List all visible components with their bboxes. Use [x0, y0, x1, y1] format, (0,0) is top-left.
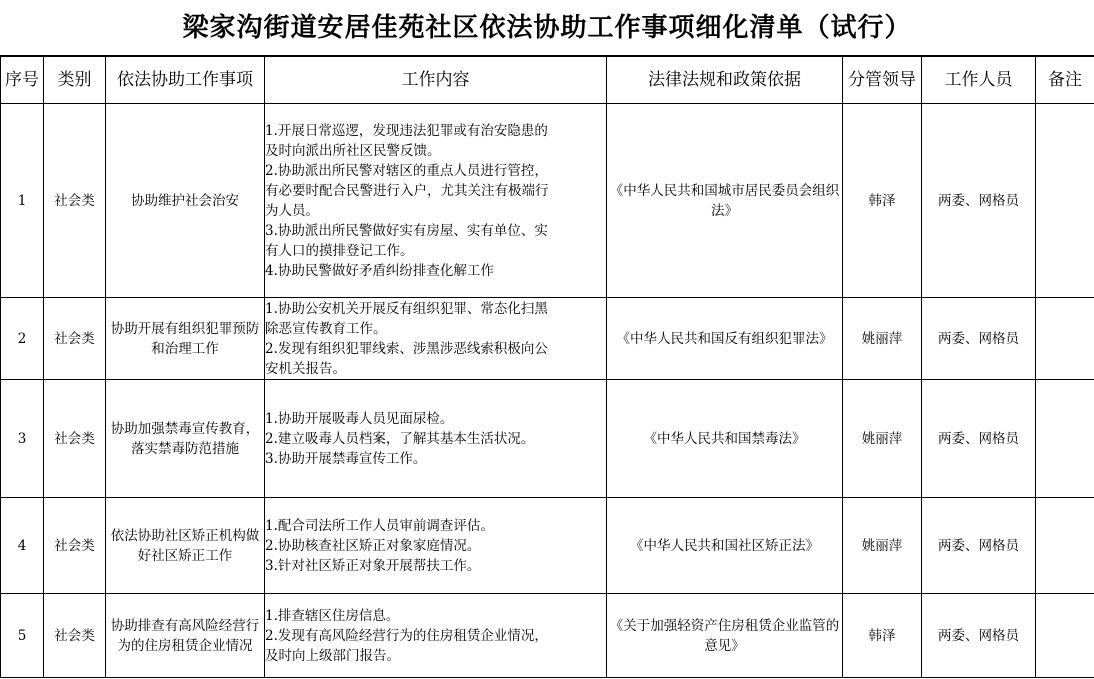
content-line: 2.协助派出所民警对辖区的重点人员进行管控， [265, 162, 548, 179]
cell-remark[interactable] [1036, 104, 1094, 298]
header-content[interactable]: 工作内容 [265, 57, 607, 104]
cell-content[interactable] [265, 298, 607, 380]
cell-staff[interactable]: 两委、网格员 [922, 298, 1036, 380]
cell-leader[interactable]: 韩泽 [843, 104, 922, 298]
header-leader[interactable]: 分管领导 [843, 57, 922, 104]
cell-category[interactable]: 社会类 [44, 298, 106, 380]
cell-no[interactable]: 1 [1, 104, 44, 298]
cell-remark[interactable] [1036, 594, 1094, 678]
cell-item[interactable]: 依法协助社区矫正机构做好社区矫正工作 [106, 498, 265, 594]
content-line: 2.发现有高风险经营行为的住房租赁企业情况， [265, 627, 548, 644]
cell-basis[interactable]: 《中华人民共和国城市居民委员会组织法》 [607, 104, 843, 298]
content-line: 除恶宣传教育工作。 [265, 320, 387, 337]
cell-category[interactable]: 社会类 [44, 498, 106, 594]
table-row [1, 298, 1094, 380]
content-line: 为人员。 [265, 202, 319, 219]
cell-content[interactable] [265, 104, 607, 298]
cell-staff[interactable]: 两委、网格员 [922, 594, 1036, 678]
header-category[interactable]: 类别 [44, 57, 106, 104]
table-row [1, 380, 1094, 498]
content-line: 1.协助公安机关开展反有组织犯罪、常态化扫黑 [265, 300, 548, 317]
cell-content[interactable] [265, 594, 607, 678]
cell-basis[interactable]: 《中华人民共和国反有组织犯罪法》 [607, 298, 843, 380]
cell-category[interactable]: 社会类 [44, 104, 106, 298]
cell-no[interactable]: 2 [1, 298, 44, 380]
cell-remark[interactable] [1036, 298, 1094, 380]
content-line: 及时向上级部门报告。 [265, 647, 400, 664]
cell-leader[interactable]: 韩泽 [843, 594, 922, 678]
content-line: 3.协助派出所民警做好实有房屋、实有单位、实 [265, 222, 548, 239]
cell-no[interactable]: 4 [1, 498, 44, 594]
content-line: 3.针对社区矫正对象开展帮扶工作。 [265, 557, 481, 574]
cell-leader[interactable]: 姚丽萍 [843, 498, 922, 594]
cell-content[interactable] [265, 380, 607, 498]
cell-item[interactable]: 协助开展有组织犯罪预防和治理工作 [106, 298, 265, 380]
content-line: 有人口的摸排登记工作。 [265, 242, 414, 259]
header-item[interactable]: 依法协助工作事项 [106, 57, 265, 104]
content-line: 2.协助核查社区矫正对象家庭情况。 [265, 537, 481, 554]
cell-item[interactable]: 协助维护社会治安 [106, 104, 265, 298]
header-basis[interactable]: 法律法规和政策依据 [607, 57, 843, 104]
cell-leader[interactable]: 姚丽萍 [843, 298, 922, 380]
content-line: 4.协助民警做好矛盾纠纷排查化解工作 [265, 262, 494, 279]
content-line: 2.建立吸毒人员档案，了解其基本生活状况。 [265, 430, 535, 447]
cell-remark[interactable] [1036, 498, 1094, 594]
cell-no[interactable]: 3 [1, 380, 44, 498]
content-line: 2.发现有组织犯罪线索、涉黑涉恶线索积极向公 [265, 340, 548, 357]
task-table [0, 56, 1094, 678]
table-row [1, 498, 1094, 594]
content-line: 3.协助开展禁毒宣传工作。 [265, 450, 427, 467]
table-row [1, 104, 1094, 298]
content-line: 1.协助开展吸毒人员见面尿检。 [265, 410, 454, 427]
cell-leader[interactable]: 姚丽萍 [843, 380, 922, 498]
content-line: 1.排查辖区住房信息。 [265, 607, 400, 624]
sheet-title: 梁家沟街道安居佳苑社区依法协助工作事项细化清单（试行） [0, 0, 1094, 56]
table-row [1, 594, 1094, 678]
cell-basis[interactable]: 《中华人民共和国禁毒法》 [607, 380, 843, 498]
content-line: 1.配合司法所工作人员审前调查评估。 [265, 517, 494, 534]
content-line: 1.开展日常巡逻，发现违法犯罪或有治安隐患的 [265, 122, 548, 139]
cell-item[interactable]: 协助加强禁毒宣传教育，落实禁毒防范措施 [106, 380, 265, 498]
cell-staff[interactable]: 两委、网格员 [922, 498, 1036, 594]
cell-staff[interactable]: 两委、网格员 [922, 380, 1036, 498]
content-line: 及时向派出所社区民警反馈。 [265, 142, 441, 159]
header-no[interactable]: 序号 [1, 57, 44, 104]
content-line: 有必要时配合民警进行入户，尤其关注有极端行 [265, 182, 549, 199]
content-line: 安机关报告。 [265, 360, 346, 377]
cell-category[interactable]: 社会类 [44, 380, 106, 498]
cell-item[interactable]: 协助排查有高风险经营行为的住房租赁企业情况 [106, 594, 265, 678]
cell-category[interactable]: 社会类 [44, 594, 106, 678]
cell-no[interactable]: 5 [1, 594, 44, 678]
cell-basis[interactable]: 《中华人民共和国社区矫正法》 [607, 498, 843, 594]
header-staff[interactable]: 工作人员 [922, 57, 1036, 104]
cell-staff[interactable]: 两委、网格员 [922, 104, 1036, 298]
header-remark[interactable]: 备注 [1036, 57, 1094, 104]
cell-content[interactable] [265, 498, 607, 594]
cell-remark[interactable] [1036, 380, 1094, 498]
cell-basis[interactable]: 《关于加强轻资产住房租赁企业监管的意见》 [607, 594, 843, 678]
header-row [1, 57, 1094, 104]
